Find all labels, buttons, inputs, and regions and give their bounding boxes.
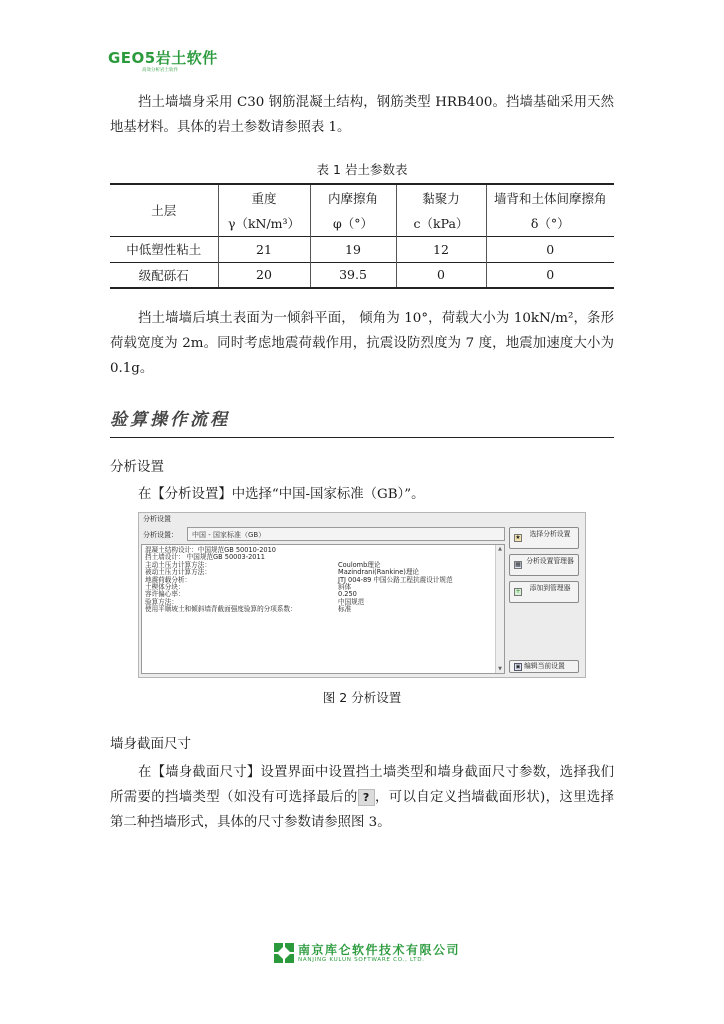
header-unit-weight-symbol: γ（kN/m³） bbox=[218, 210, 310, 236]
setting-label: 分析设置： bbox=[143, 531, 178, 539]
table-row bbox=[110, 262, 614, 288]
cell-soil: 中低塑性粘土 bbox=[110, 236, 218, 262]
analysis-heading: 分析设置 bbox=[110, 459, 164, 475]
setting-field[interactable]: 中国 - 国家标准（GB） bbox=[187, 527, 505, 541]
settings-line: 主动土压力计算方法： bbox=[145, 560, 211, 569]
geo5-logo bbox=[108, 50, 228, 78]
wall-paragraph-a: 在【墙身截面尺寸】设置界面中设置挡土墙类型和墙身截面尺寸参数，选择我们所需要的挡墙类型（如没有可选择最后的 bbox=[110, 765, 614, 805]
settings-summary-pane bbox=[141, 544, 505, 674]
manager-icon: ▦ bbox=[515, 561, 521, 568]
settings-value: Mazindrani(Rankine)理论 bbox=[338, 568, 420, 577]
settings-value: 中国规范 bbox=[338, 597, 365, 606]
edit-icon: ▣ bbox=[515, 664, 521, 670]
section-title: 验算操作流程 bbox=[110, 410, 230, 430]
settings-line: 使用平顺坡土和倾斜墙背截面强度验算的分项系数： bbox=[145, 605, 297, 614]
header-unit-weight: 重度 bbox=[218, 184, 310, 210]
cell-phi: 19 bbox=[310, 236, 396, 262]
settings-labels bbox=[145, 547, 297, 614]
settings-value: 斜体 bbox=[338, 583, 352, 592]
settings-value: 标准 bbox=[338, 605, 352, 614]
analysis-paragraph: 在【分析设置】中选择“中国-国家标准（GB）”。 bbox=[138, 487, 425, 502]
group-label: 分析设置 bbox=[143, 515, 171, 523]
edit-current-settings-label: 编辑当前设置 bbox=[524, 662, 565, 670]
table-row bbox=[110, 236, 614, 262]
settings-values bbox=[338, 547, 453, 614]
select-settings-button[interactable] bbox=[509, 527, 579, 549]
cell-gamma: 21 bbox=[218, 236, 310, 262]
question-icon: ? bbox=[358, 789, 375, 806]
settings-value: 0.250 bbox=[338, 590, 357, 599]
wall-paragraph-b: ，可以自定义挡墙截面形状)，这里选择第二种挡墙形式，具体的尺寸参数请参照图 3。 bbox=[110, 790, 614, 830]
header-friction-symbol: φ（°） bbox=[310, 210, 396, 236]
setting-row bbox=[143, 527, 505, 541]
company-logo bbox=[274, 941, 461, 967]
table-caption: 表 1 岩土参数表 bbox=[316, 162, 408, 177]
settings-manager-button[interactable] bbox=[509, 554, 579, 576]
company-logo-icon bbox=[274, 943, 294, 963]
settings-line: 验算方法： bbox=[145, 597, 178, 606]
cell-delta: 0 bbox=[486, 262, 614, 288]
cell-gamma: 20 bbox=[218, 262, 310, 288]
logo-tagline: 高效分析岩土软件 bbox=[142, 68, 178, 73]
settings-manager-label: 分析设置管理器 bbox=[526, 557, 574, 565]
settings-value bbox=[338, 547, 453, 554]
wall-section-heading: 墙身截面尺寸 bbox=[110, 736, 191, 752]
settings-value: Coulomb理论 bbox=[338, 560, 381, 569]
add-icon: + bbox=[515, 588, 521, 595]
logo-mark: GEO5岩土软件 bbox=[108, 49, 218, 67]
edit-current-settings-button[interactable] bbox=[509, 660, 579, 673]
cell-soil: 级配砾石 bbox=[110, 262, 218, 288]
settings-value: JTJ 004-89 中国公路工程抗震设计规范 bbox=[338, 575, 453, 584]
header-cohesion: 黏聚力 bbox=[396, 184, 486, 210]
soil-parameter-table bbox=[110, 183, 614, 289]
settings-line: 被动土压力计算方法： bbox=[145, 568, 211, 577]
add-to-manager-button[interactable] bbox=[509, 581, 579, 603]
header-cohesion-symbol: c（kPa） bbox=[396, 210, 486, 236]
cell-delta: 0 bbox=[486, 236, 614, 262]
settings-line: 容许偏心率： bbox=[145, 590, 185, 599]
cell-phi: 39.5 bbox=[310, 262, 396, 288]
settings-line: 混凝土结构设计：中国规范GB 50010-2010 bbox=[145, 546, 276, 554]
header-wall-friction: 墙背和土体间摩擦角 bbox=[486, 184, 614, 210]
cell-c: 0 bbox=[396, 262, 486, 288]
scroll-up-icon[interactable]: ▲ bbox=[498, 546, 502, 552]
header-friction: 内摩擦角 bbox=[310, 184, 396, 210]
analysis-settings-screenshot bbox=[138, 512, 586, 678]
settings-line: 挡土墙设计： 中国规范GB 50003-2011 bbox=[145, 553, 265, 562]
scroll-down-icon[interactable]: ▼ bbox=[498, 666, 502, 672]
add-to-manager-label: 添加到管理器 bbox=[529, 584, 571, 592]
company-name-en: NANJING KULUN SOFTWARE CO., LTD. bbox=[298, 957, 425, 963]
figure-caption: 图 2 分析设置 bbox=[322, 690, 402, 705]
intro-paragraph: 挡土墙墙身采用 C30 钢筋混凝土结构，钢筋类型 HRB400。挡墙基础采用天然地基材料。具体的岩土参数请参照表 1。 bbox=[110, 95, 614, 135]
section-heading bbox=[110, 405, 614, 438]
header-wall-friction-symbol: δ（°） bbox=[486, 210, 614, 236]
company-name: 南京库仑软件技术有限公司 bbox=[298, 943, 461, 957]
settings-line: 地震荷载分析： bbox=[145, 575, 192, 584]
settings-line: 土楔体分块： bbox=[145, 583, 185, 592]
header-soil: 土层 bbox=[110, 184, 218, 236]
cell-c: 12 bbox=[396, 236, 486, 262]
backfill-paragraph: 挡土墙墙后填土表面为一倾斜平面， 倾角为 10°，荷载大小为 10kN/m²，条形荷载宽度为 2m。同时考虑地震荷载作用，抗震设防烈度为 7 度，地震加速度大小为 0.1g。 bbox=[110, 311, 614, 376]
scrollbar[interactable] bbox=[495, 545, 504, 673]
select-settings-label: 选择分析设置 bbox=[529, 530, 571, 538]
wall-paragraph bbox=[110, 760, 614, 835]
select-icon: ★ bbox=[515, 534, 521, 541]
